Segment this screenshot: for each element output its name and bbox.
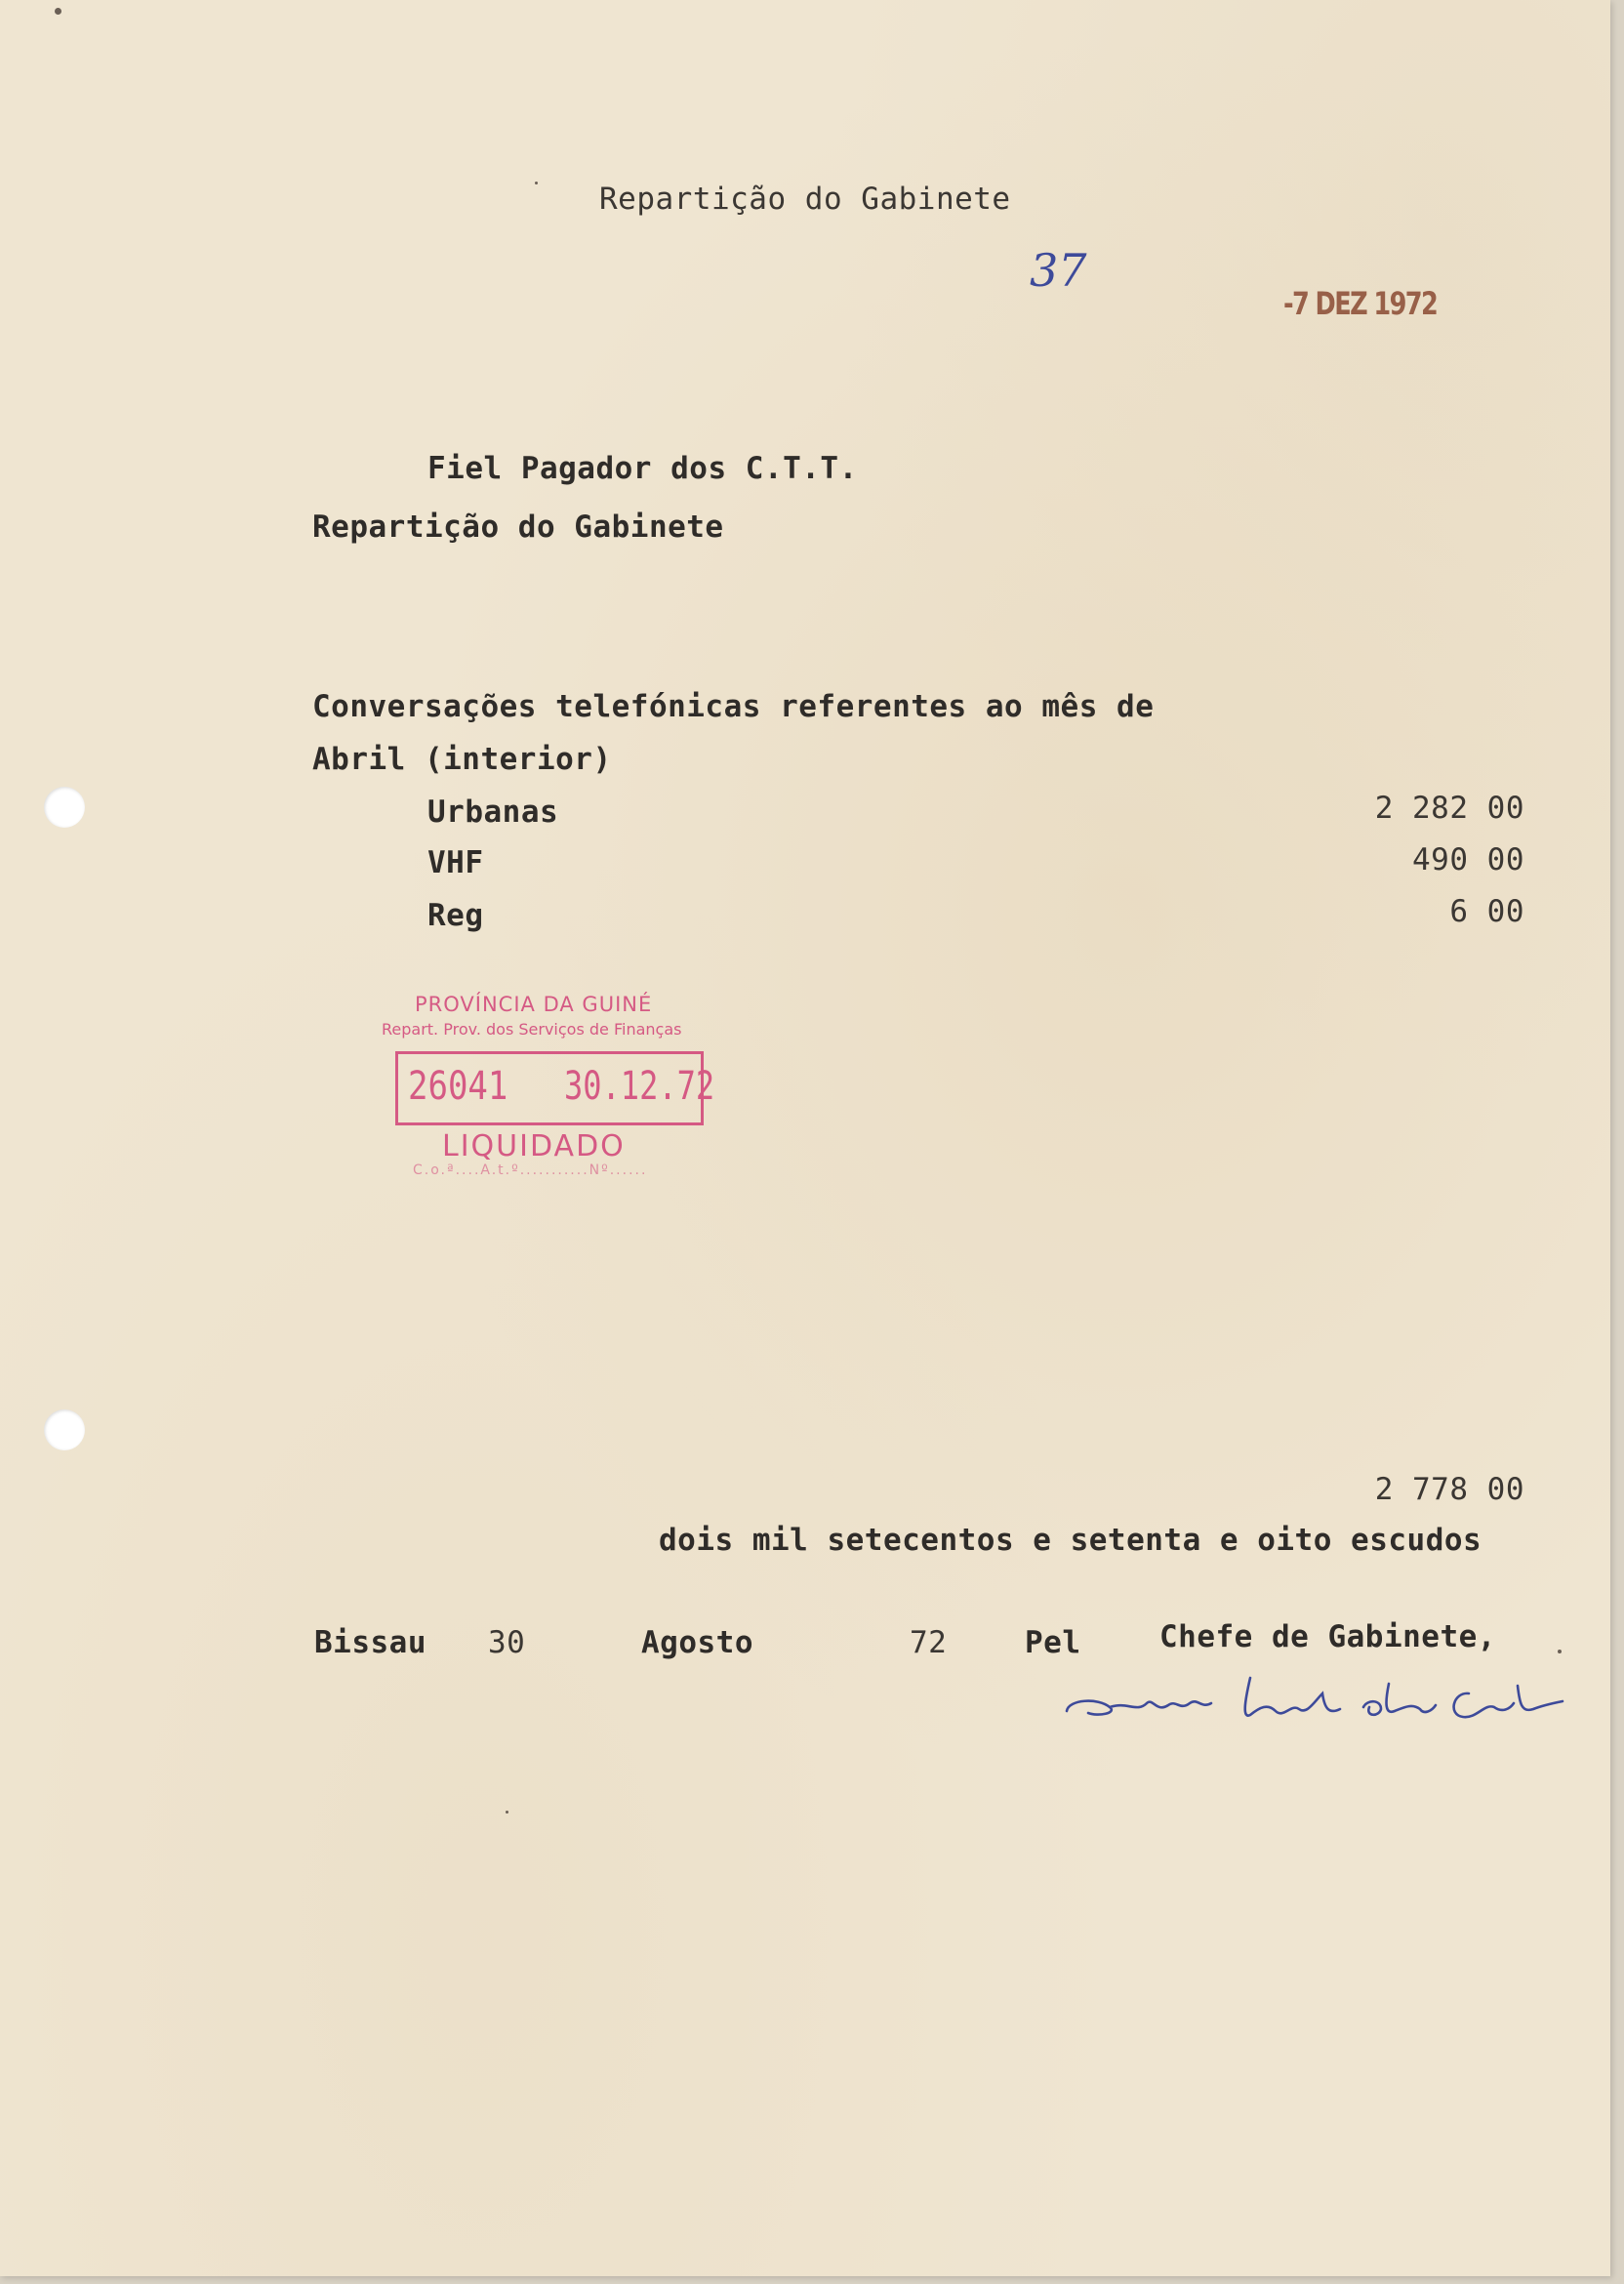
item-label: Urbanas [427,795,559,830]
liquidado-stamp [376,983,737,1193]
date-stamp: -7 DEZ 1972 [1283,285,1438,322]
item-amount: 2 282 00 [1374,791,1524,826]
closing-year: 72 [910,1625,948,1660]
item-amount: 490 00 [1412,842,1524,877]
stamp-date: 30.12.72 [564,1064,715,1109]
recipient-line-1: Fiel Pagador dos C.T.T. [427,451,858,486]
punch-hole-bottom [44,1409,85,1450]
description-line-2: Abril (interior) [312,742,612,777]
closing-day: 30 [488,1625,526,1660]
stamp-number: 26041 [408,1064,508,1109]
stamp-status: LIQUIDADO [442,1129,626,1163]
stamp-box [395,1051,715,1125]
item-amount: 6 00 [1449,894,1524,929]
paper-speck [535,182,538,184]
signature [1059,1664,1566,1742]
recipient-line-2: Repartição do Gabinete [312,510,724,545]
stamp-department: Repart. Prov. dos Serviços de Finanças [382,1020,682,1039]
stamp-province: PROVÍNCIA DA GUINÉ [415,993,653,1016]
total-in-words: dois mil setecentos e setenta e oito escudos [659,1523,1482,1558]
item-label: Reg [427,898,484,933]
paper-speck [1558,1650,1562,1653]
folio-number: 37 [1030,244,1087,297]
description-line-1: Conversações telefónicas referentes ao mês de [312,689,1155,724]
punch-hole-top [44,787,85,828]
closing-title: Chefe de Gabinete, [1159,1619,1496,1654]
closing-pel: Pel [1025,1625,1081,1660]
paper-speck [506,1811,508,1814]
paper-speck [55,8,61,15]
closing-month: Agosto [641,1625,753,1660]
item-label: VHF [427,845,484,880]
stamp-footer: C.o.ª....A.t.º...........Nº...... [413,1162,648,1178]
total-amount: 2 778 00 [1374,1472,1524,1507]
header-office: Repartição do Gabinete [599,182,1011,217]
closing-place: Bissau [314,1625,426,1660]
